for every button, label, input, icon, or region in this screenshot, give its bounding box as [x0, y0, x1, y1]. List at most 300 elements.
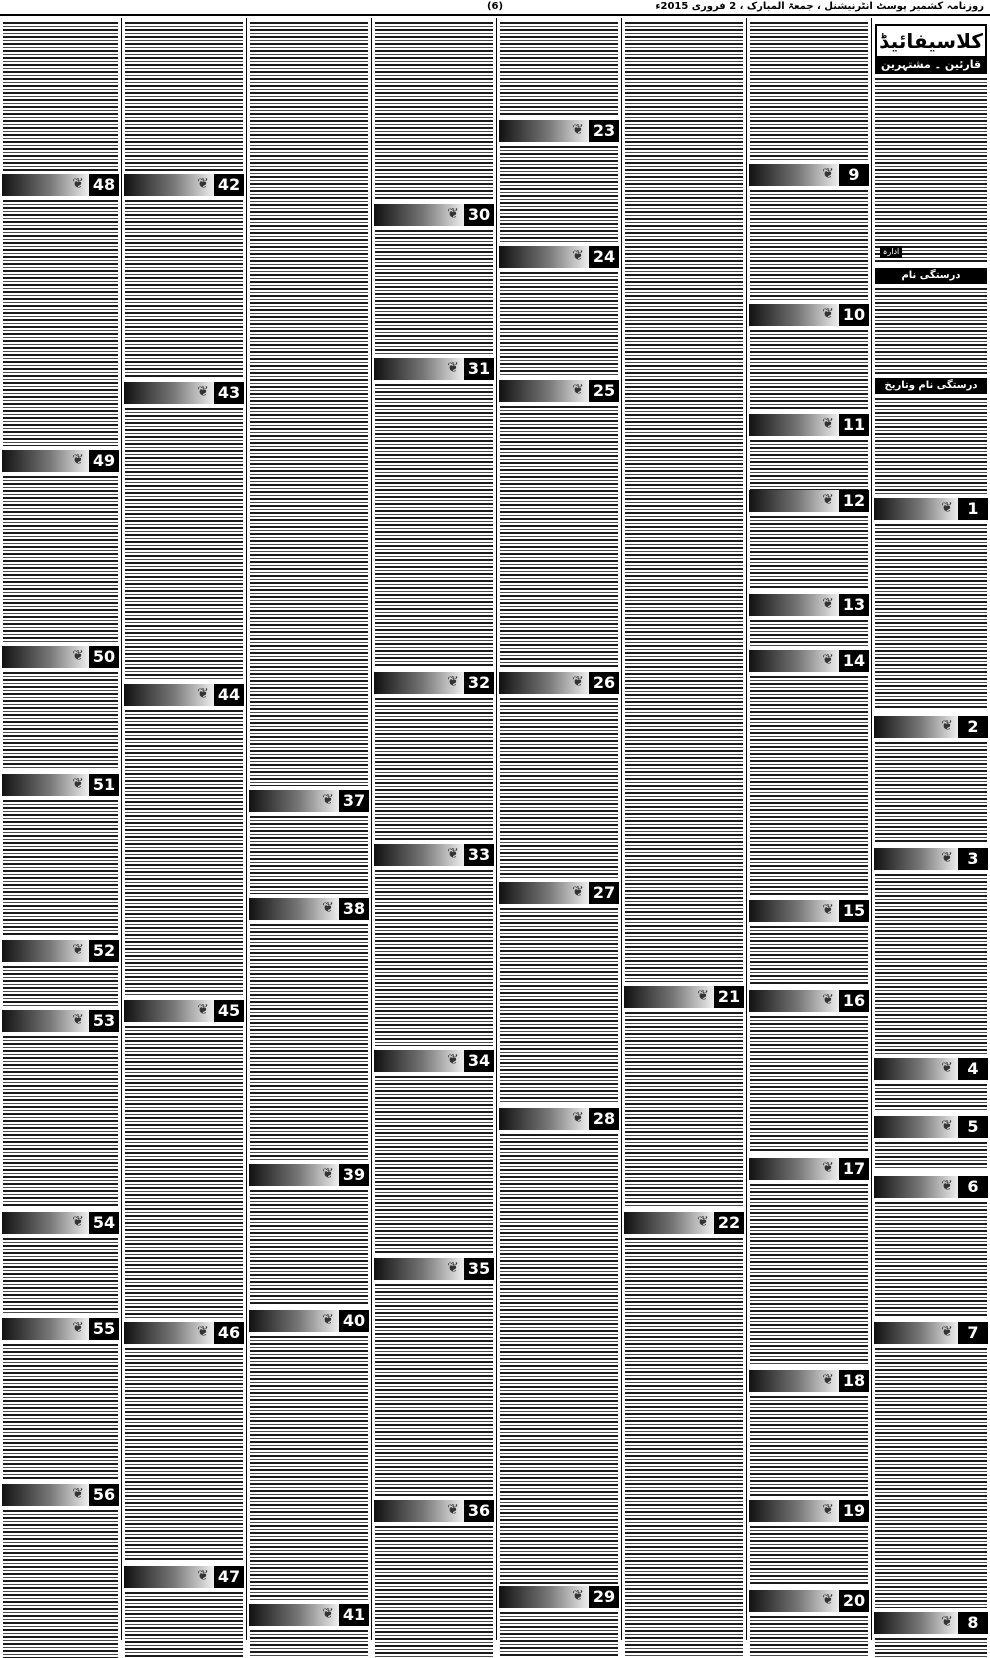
ad-header-31: [374, 358, 494, 380]
ad-header-bar: [249, 898, 339, 920]
leaf-icon: ❦: [822, 1160, 834, 1176]
ad-header-37: [249, 790, 369, 812]
ad-header-21: [624, 986, 744, 1008]
ad-header-bar: [874, 1116, 958, 1138]
ad-text: [875, 398, 987, 494]
ad-number: 14: [839, 650, 869, 672]
column-3: [622, 18, 746, 1640]
ad-header-48: [2, 174, 119, 196]
ad-number: 49: [89, 450, 119, 472]
ad-header-13: [749, 594, 869, 616]
ad-number: 52: [89, 940, 119, 962]
ad-header-bar: [749, 594, 839, 616]
ad-header-bar: [2, 450, 89, 472]
ad-number: 32: [464, 672, 494, 694]
ad-text: [750, 676, 868, 896]
classified-title: کلاسیفائیڈ: [875, 24, 987, 58]
column-8: [0, 18, 121, 1640]
ad-header-40: [249, 1310, 369, 1332]
ad-text: [3, 800, 118, 936]
ad-number: 53: [89, 1010, 119, 1032]
ad-text: [375, 698, 493, 840]
leaf-icon: ❦: [572, 674, 584, 690]
ad-text: [625, 22, 743, 982]
leaf-icon: ❦: [941, 850, 953, 866]
ad-header-bar: [124, 174, 214, 196]
leaf-icon: ❦: [822, 992, 834, 1008]
masthead: روزنامہ کشمیر پوسٹ انٹرنیشنل ، جمعۃ المبارک ، 2 فروری 2015ء: [655, 1, 984, 12]
leaf-icon: ❦: [822, 596, 834, 612]
ad-header-1: [874, 498, 988, 520]
section-dob-change: درستگی نام وتاریخ: [875, 378, 987, 394]
ad-number: 18: [839, 1370, 869, 1392]
ad-header-43: [124, 382, 244, 404]
ad-number: 43: [214, 382, 244, 404]
ad-header-bar: [499, 882, 589, 904]
ad-number: 56: [89, 1484, 119, 1506]
classified-notice-text: [875, 78, 987, 264]
ad-header-36: [374, 1500, 494, 1522]
ad-header-bar: [249, 1164, 339, 1186]
ad-number: 25: [589, 380, 619, 402]
ad-number: 5: [958, 1116, 988, 1138]
leaf-icon: ❦: [447, 1260, 459, 1276]
ad-header-56: [2, 1484, 119, 1506]
ad-number: 6: [958, 1176, 988, 1198]
ad-header-bar: [749, 1590, 839, 1612]
ad-header-bar: [374, 358, 464, 380]
ad-number: 27: [589, 882, 619, 904]
ad-text: [875, 1638, 987, 1658]
ad-number: 29: [589, 1586, 619, 1608]
ad-text: [375, 1284, 493, 1496]
ad-header-bar: [499, 1108, 589, 1130]
ad-number: 31: [464, 358, 494, 380]
leaf-icon: ❦: [72, 776, 84, 792]
leaf-icon: ❦: [697, 1214, 709, 1230]
leaf-icon: ❦: [822, 1592, 834, 1608]
ad-header-39: [249, 1164, 369, 1186]
ad-header-bar: [499, 1586, 589, 1608]
leaf-icon: ❦: [572, 1110, 584, 1126]
leaf-icon: ❦: [72, 1486, 84, 1502]
leaf-icon: ❦: [572, 382, 584, 398]
ad-number: 42: [214, 174, 244, 196]
ad-number: 9: [839, 164, 869, 186]
ad-header-bar: [874, 848, 958, 870]
ad-text: [125, 22, 243, 172]
leaf-icon: ❦: [322, 900, 334, 916]
ad-header-bar: [124, 382, 214, 404]
ad-text: [375, 22, 493, 200]
ad-text: [625, 1238, 743, 1658]
ad-text: [500, 406, 618, 668]
ad-header-bar: [2, 174, 89, 196]
leaf-icon: ❦: [197, 1002, 209, 1018]
ad-number: 11: [839, 414, 869, 436]
ad-text: [875, 1084, 987, 1112]
ad-header-3: [874, 848, 988, 870]
ad-text: [500, 1612, 618, 1658]
leaf-icon: ❦: [197, 1324, 209, 1340]
ad-header-bar: [749, 650, 839, 672]
ad-number: 39: [339, 1164, 369, 1186]
ad-number: 8: [958, 1612, 988, 1634]
leaf-icon: ❦: [941, 1178, 953, 1194]
ad-number: 47: [214, 1566, 244, 1588]
leaf-icon: ❦: [572, 248, 584, 264]
ad-header-bar: [749, 164, 839, 186]
leaf-icon: ❦: [322, 1312, 334, 1328]
ad-number: 22: [714, 1212, 744, 1234]
ad-text: [500, 1134, 618, 1584]
ad-header-11: [749, 414, 869, 436]
ad-text: [875, 288, 987, 374]
ad-header-bar: [749, 490, 839, 512]
column-7: [122, 18, 246, 1640]
ad-text: [375, 870, 493, 1046]
ad-header-32: [374, 672, 494, 694]
ad-header-bar: [124, 1566, 214, 1588]
ad-header-28: [499, 1108, 619, 1130]
ad-header-bar: [249, 1310, 339, 1332]
ad-text: [625, 1012, 743, 1208]
ad-header-26: [499, 672, 619, 694]
ad-text: [250, 1190, 368, 1306]
ad-header-bar: [874, 1612, 958, 1634]
leaf-icon: ❦: [447, 846, 459, 862]
ad-header-22: [624, 1212, 744, 1234]
leaf-icon: ❦: [72, 942, 84, 958]
leaf-icon: ❦: [572, 1588, 584, 1604]
ad-text: [250, 22, 368, 786]
ad-text: [750, 1184, 868, 1366]
leaf-icon: ❦: [447, 1052, 459, 1068]
ad-header-bar: [749, 414, 839, 436]
ad-header-14: [749, 650, 869, 672]
leaf-icon: ❦: [822, 492, 834, 508]
column-2: [747, 18, 871, 1640]
ad-number: 17: [839, 1158, 869, 1180]
ad-header-bar: [749, 900, 839, 922]
ad-header-27: [499, 882, 619, 904]
leaf-icon: ❦: [941, 1614, 953, 1630]
ad-number: 33: [464, 844, 494, 866]
ad-header-49: [2, 450, 119, 472]
leaf-icon: ❦: [322, 792, 334, 808]
ad-number: 46: [214, 1322, 244, 1344]
ad-text: [125, 710, 243, 996]
ad-header-50: [2, 646, 119, 668]
ad-text: [500, 908, 618, 1104]
leaf-icon: ❦: [72, 1214, 84, 1230]
ad-header-2: [874, 716, 988, 738]
leaf-icon: ❦: [941, 1060, 953, 1076]
page-header: [0, 0, 990, 16]
ad-number: 48: [89, 174, 119, 196]
ad-number: 20: [839, 1590, 869, 1612]
idara-badge: ادارہ: [880, 246, 902, 258]
ad-header-47: [124, 1566, 244, 1588]
ad-header-44: [124, 684, 244, 706]
ad-text: [3, 1036, 118, 1208]
ad-header-bar: [374, 204, 464, 226]
ad-text: [375, 384, 493, 668]
leaf-icon: ❦: [197, 1568, 209, 1584]
ad-header-bar: [624, 1212, 714, 1234]
ad-header-bar: [499, 246, 589, 268]
ad-number: 4: [958, 1058, 988, 1080]
ad-header-29: [499, 1586, 619, 1608]
ad-number: 16: [839, 990, 869, 1012]
ad-number: 3: [958, 848, 988, 870]
leaf-icon: ❦: [941, 500, 953, 516]
leaf-icon: ❦: [322, 1606, 334, 1622]
ad-text: [125, 1592, 243, 1658]
leaf-icon: ❦: [322, 1166, 334, 1182]
ad-text: [500, 272, 618, 376]
ad-number: 2: [958, 716, 988, 738]
leaf-icon: ❦: [72, 176, 84, 192]
section-name-change: درستگی نام: [875, 268, 987, 284]
ad-header-35: [374, 1258, 494, 1280]
ad-text: [375, 1526, 493, 1658]
leaf-icon: ❦: [822, 902, 834, 918]
ad-header-18: [749, 1370, 869, 1392]
ad-header-42: [124, 174, 244, 196]
ad-text: [250, 924, 368, 1160]
ad-header-bar: [2, 774, 89, 796]
ad-header-45: [124, 1000, 244, 1022]
leaf-icon: ❦: [572, 122, 584, 138]
ad-header-46: [124, 1322, 244, 1344]
ad-header-bar: [874, 498, 958, 520]
leaf-icon: ❦: [822, 416, 834, 432]
leaf-icon: ❦: [822, 306, 834, 322]
ad-header-bar: [749, 304, 839, 326]
ad-header-bar: [2, 646, 89, 668]
ad-number: 40: [339, 1310, 369, 1332]
ad-header-51: [2, 774, 119, 796]
ad-text: [125, 200, 243, 378]
ad-number: 28: [589, 1108, 619, 1130]
ad-number: 37: [339, 790, 369, 812]
ad-header-52: [2, 940, 119, 962]
ad-text: [125, 408, 243, 680]
ad-header-23: [499, 120, 619, 142]
ad-number: 44: [214, 684, 244, 706]
ad-header-30: [374, 204, 494, 226]
ad-text: [3, 1344, 118, 1480]
page-number: (6): [486, 1, 504, 12]
ad-header-bar: [874, 1322, 958, 1344]
ad-header-bar: [749, 1370, 839, 1392]
leaf-icon: ❦: [72, 648, 84, 664]
ad-text: [125, 1026, 243, 1318]
ad-number: 34: [464, 1050, 494, 1072]
ad-number: 12: [839, 490, 869, 512]
ad-header-bar: [124, 1322, 214, 1344]
ad-header-bar: [249, 1604, 339, 1626]
ad-header-bar: [374, 1258, 464, 1280]
ad-header-bar: [374, 672, 464, 694]
leaf-icon: ❦: [72, 1012, 84, 1028]
ad-number: 13: [839, 594, 869, 616]
ad-text: [750, 1526, 868, 1586]
ad-header-bar: [749, 1158, 839, 1180]
classified-subtitle: قارئین ۔ مشتہرین: [875, 56, 987, 74]
leaf-icon: ❦: [72, 452, 84, 468]
ad-text: [375, 1076, 493, 1254]
leaf-icon: ❦: [197, 176, 209, 192]
ad-header-bar: [249, 790, 339, 812]
ad-header-bar: [374, 1500, 464, 1522]
ad-text: [750, 1396, 868, 1496]
ad-header-41: [249, 1604, 369, 1626]
leaf-icon: ❦: [822, 166, 834, 182]
leaf-icon: ❦: [822, 1502, 834, 1518]
ad-text: [250, 1336, 368, 1600]
ad-text: [750, 620, 868, 648]
ad-header-bar: [499, 120, 589, 142]
ad-text: [875, 1142, 987, 1170]
ad-header-24: [499, 246, 619, 268]
ad-text: [250, 816, 368, 894]
leaf-icon: ❦: [197, 384, 209, 400]
ad-text: [3, 672, 118, 770]
ad-header-10: [749, 304, 869, 326]
leaf-icon: ❦: [447, 1502, 459, 1518]
ad-number: 55: [89, 1318, 119, 1340]
ad-header-7: [874, 1322, 988, 1344]
ad-header-34: [374, 1050, 494, 1072]
ad-text: [500, 22, 618, 116]
ad-number: 54: [89, 1212, 119, 1234]
ad-header-38: [249, 898, 369, 920]
leaf-icon: ❦: [447, 206, 459, 222]
ad-number: 38: [339, 898, 369, 920]
leaf-icon: ❦: [572, 884, 584, 900]
ad-header-bar: [124, 684, 214, 706]
ad-header-6: [874, 1176, 988, 1198]
column-4: [497, 18, 621, 1640]
ad-number: 45: [214, 1000, 244, 1022]
ad-text: [750, 22, 868, 162]
ad-text: [750, 1616, 868, 1658]
ad-header-53: [2, 1010, 119, 1032]
ad-number: 10: [839, 304, 869, 326]
ad-header-bar: [499, 672, 589, 694]
ad-number: 50: [89, 646, 119, 668]
ad-header-bar: [2, 940, 89, 962]
ad-number: 19: [839, 1500, 869, 1522]
ad-text: [3, 22, 118, 172]
ad-header-bar: [874, 1058, 958, 1080]
ad-number: 26: [589, 672, 619, 694]
ad-header-bar: [374, 844, 464, 866]
leaf-icon: ❦: [197, 686, 209, 702]
ad-text: [3, 476, 118, 642]
ad-number: 15: [839, 900, 869, 922]
ad-text: [3, 200, 118, 446]
ad-text: [500, 146, 618, 242]
ad-number: 1: [958, 498, 988, 520]
ad-number: 30: [464, 204, 494, 226]
ad-number: 51: [89, 774, 119, 796]
column-5: [372, 18, 496, 1640]
ad-header-33: [374, 844, 494, 866]
ad-header-bar: [2, 1212, 89, 1234]
column-classified: [872, 18, 990, 1640]
ad-header-15: [749, 900, 869, 922]
ad-header-bar: [2, 1484, 89, 1506]
leaf-icon: ❦: [447, 360, 459, 376]
leaf-icon: ❦: [822, 1372, 834, 1388]
ad-text: [875, 874, 987, 1054]
leaf-icon: ❦: [941, 1118, 953, 1134]
ad-header-17: [749, 1158, 869, 1180]
ad-number: 23: [589, 120, 619, 142]
ad-text: [500, 698, 618, 878]
ad-header-12: [749, 490, 869, 512]
ad-text: [250, 1630, 368, 1658]
leaf-icon: ❦: [941, 1324, 953, 1340]
ad-text: [125, 1348, 243, 1562]
ad-number: 24: [589, 246, 619, 268]
leaf-icon: ❦: [941, 718, 953, 734]
ad-header-20: [749, 1590, 869, 1612]
ad-header-bar: [499, 380, 589, 402]
ad-number: 35: [464, 1258, 494, 1280]
ad-header-bar: [374, 1050, 464, 1072]
ad-text: [750, 190, 868, 300]
leaf-icon: ❦: [822, 652, 834, 668]
ad-header-19: [749, 1500, 869, 1522]
ad-header-bar: [749, 1500, 839, 1522]
leaf-icon: ❦: [697, 988, 709, 1004]
ad-number: 21: [714, 986, 744, 1008]
ad-text: [875, 1202, 987, 1318]
ad-header-55: [2, 1318, 119, 1340]
ad-header-bar: [124, 1000, 214, 1022]
ad-header-bar: [2, 1318, 89, 1340]
ad-text: [375, 230, 493, 354]
ad-header-bar: [624, 986, 714, 1008]
ad-header-9: [749, 164, 869, 186]
ad-text: [875, 1348, 987, 1608]
ad-header-bar: [2, 1010, 89, 1032]
ad-text: [3, 1238, 118, 1314]
ad-header-54: [2, 1212, 119, 1234]
ad-text: [750, 926, 868, 986]
ad-text: [3, 1510, 118, 1658]
leaf-icon: ❦: [447, 674, 459, 690]
ad-text: [750, 330, 868, 410]
ad-header-25: [499, 380, 619, 402]
ad-text: [875, 524, 987, 710]
ad-text: [750, 516, 868, 588]
ad-text: [3, 966, 118, 1006]
ad-text: [750, 1016, 868, 1152]
ad-number: 7: [958, 1322, 988, 1344]
ad-number: 41: [339, 1604, 369, 1626]
ad-header-bar: [874, 1176, 958, 1198]
leaf-icon: ❦: [72, 1320, 84, 1336]
column-6: [247, 18, 371, 1640]
ad-header-5: [874, 1116, 988, 1138]
ad-number: 36: [464, 1500, 494, 1522]
ad-header-16: [749, 990, 869, 1012]
